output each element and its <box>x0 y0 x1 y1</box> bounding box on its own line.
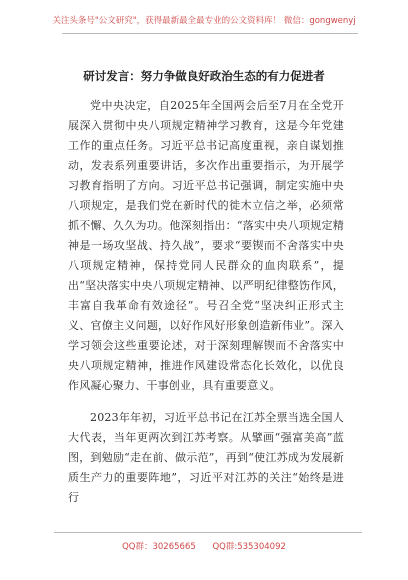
document-title: 研讨发言：努力争做良好政治生态的有力促进者 <box>83 69 325 83</box>
header-divider <box>62 33 358 34</box>
footer-contacts <box>0 540 408 552</box>
header-banner: 关注头条号"公文研究"，获得最新最全最专业的公文资料库！ 微信：gongwenyj <box>52 16 356 26</box>
paragraph-1: 党中央决定，自2025年全国两会后至7月在全党开展深入贯彻中央八项规定精神学习教育，这是今年党建工作的重点任务。习近平总书记高度重视，亲自谋划推动，发表系列重要讲话，多次作出重要指示，为开展学习教育指明了方向。习近平总书记强调，制定实施中央八项规定，是我们党在新时代的徙木立信之举，必须常抓不懈、久久为功。他深刻指出：“落实中央八项规定精神是一场攻坚战、持久战”，要求“要锲而不舍落实中央八项规定精神，保持党同人民群众的血肉联系”，提出“坚决落实中央八项规定精神、以严明纪律整饬作风，丰富自我革命有效途径”。号召全党“坚决纠正形式主义、官僚主义问题，以好作风好形象创造新伟业”。深入学习领会这些重要论述，对于深刻理解锲而不舍落实中央八项规定精神，推进作风建设常态化长效化，以优良作风凝心聚力、干事创业，具有重要意义。 <box>68 99 344 392</box>
document-body <box>68 96 344 520</box>
footer-qq-group-2: QQ群:535304092 <box>212 542 286 552</box>
paragraph-2: 2023年年初，习近平总书记在江苏全票当选全国人大代表，当年更两次到江苏考察。从擘画“强富美高”蓝图，到勉励“走在前、做示范”，再到“使江苏成为发展新质生产力的重要阵地”，习近平对江苏的关注“始终是进行 <box>68 411 344 504</box>
footer-qq-group-1: QQ群：30265665 <box>122 542 196 552</box>
footer-divider <box>54 532 362 533</box>
